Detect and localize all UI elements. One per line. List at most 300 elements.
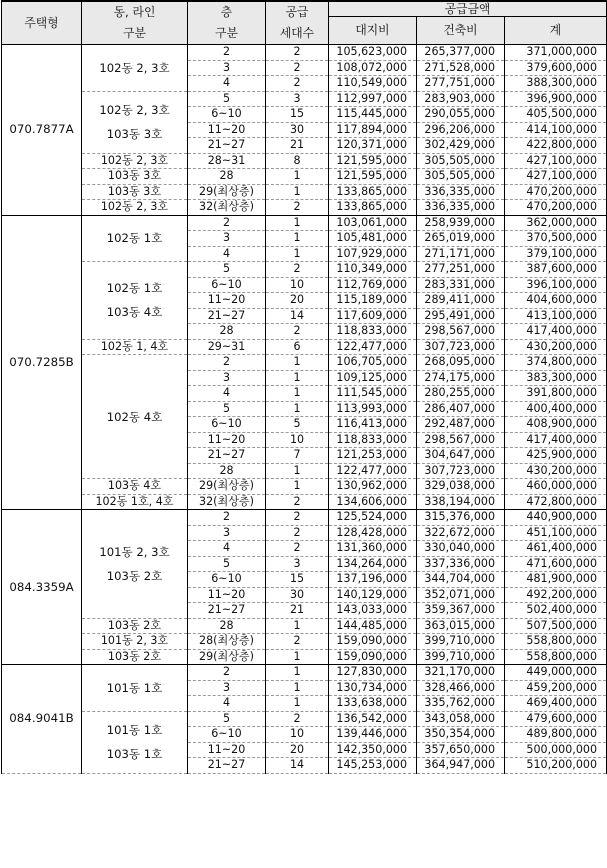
total-cell: 408,900,000 — [505, 417, 607, 433]
dong-line-label: 103동 3호 — [107, 169, 162, 183]
total-cell: 370,500,000 — [505, 231, 607, 247]
land-cost-cell: 137,196,000 — [329, 572, 417, 588]
units-cell: 2 — [266, 324, 329, 340]
table-row — [2, 510, 607, 526]
units-cell: 2 — [266, 525, 329, 541]
header-building-cost: 건축비 — [417, 17, 505, 45]
header-housing-type: 주택형 — [2, 1, 82, 45]
land-cost-cell: 134,264,000 — [329, 556, 417, 572]
units-cell: 1 — [266, 618, 329, 634]
units-cell: 20 — [266, 742, 329, 758]
floor-cell: 3 — [188, 370, 266, 386]
building-cost-cell: 352,071,000 — [417, 587, 505, 603]
units-cell: 10 — [266, 432, 329, 448]
building-cost-cell: 265,019,000 — [417, 231, 505, 247]
units-cell: 1 — [266, 231, 329, 247]
dong-line-cell — [82, 215, 188, 262]
land-cost-cell: 131,360,000 — [329, 541, 417, 557]
total-cell: 430,200,000 — [505, 339, 607, 355]
table-row — [2, 215, 607, 231]
total-cell: 461,400,000 — [505, 541, 607, 557]
building-cost-cell: 290,055,000 — [417, 107, 505, 123]
table-row — [2, 339, 607, 355]
dong-line-cell — [82, 510, 188, 619]
building-cost-cell: 335,762,000 — [417, 696, 505, 712]
dong-line-label: 103동 3호 — [106, 127, 163, 141]
dong-line-cell — [82, 262, 188, 340]
land-cost-cell: 118,833,000 — [329, 432, 417, 448]
total-cell: 558,800,000 — [505, 634, 607, 650]
land-cost-cell: 109,125,000 — [329, 370, 417, 386]
floor-cell: 29(최상층) — [188, 649, 266, 665]
floor-cell: 4 — [188, 76, 266, 92]
land-cost-cell: 105,623,000 — [329, 45, 417, 61]
building-cost-cell: 315,376,000 — [417, 510, 505, 526]
table-row — [2, 494, 607, 510]
floor-cell: 4 — [188, 246, 266, 262]
dong-line-label: 103동 4호 — [106, 305, 163, 320]
total-cell: 451,100,000 — [505, 525, 607, 541]
floor-cell: 21~27 — [188, 448, 266, 464]
floor-cell: 6~10 — [188, 417, 266, 433]
land-cost-cell: 145,253,000 — [329, 758, 417, 774]
total-cell: 405,500,000 — [505, 107, 607, 123]
dong-line-label: 101동 1호 — [106, 680, 163, 695]
land-cost-cell: 122,477,000 — [329, 339, 417, 355]
floor-cell: 29(최상층) — [188, 479, 266, 495]
dong-line-cell — [82, 479, 188, 495]
table-row — [2, 479, 607, 495]
building-cost-cell: 330,040,000 — [417, 541, 505, 557]
total-cell: 417,400,000 — [505, 324, 607, 340]
floor-cell: 28(최상층) — [188, 634, 266, 650]
housing-type-cell: 070.7877A — [2, 45, 82, 216]
land-cost-cell: 117,894,000 — [329, 122, 417, 138]
floor-cell: 4 — [188, 541, 266, 557]
total-cell: 510,200,000 — [505, 758, 607, 774]
total-cell: 472,800,000 — [505, 494, 607, 510]
building-cost-cell: 274,175,000 — [417, 370, 505, 386]
total-cell: 481,900,000 — [505, 572, 607, 588]
floor-cell: 21~27 — [188, 138, 266, 154]
land-cost-cell: 106,705,000 — [329, 355, 417, 371]
floor-cell: 29(최상층) — [188, 184, 266, 200]
total-cell: 427,100,000 — [505, 153, 607, 169]
land-cost-cell: 110,549,000 — [329, 76, 417, 92]
table-row — [2, 665, 607, 681]
dong-line-cell — [82, 339, 188, 355]
units-cell: 1 — [266, 215, 329, 231]
dong-line-label: 103동 4호 — [107, 479, 162, 493]
land-cost-cell: 121,253,000 — [329, 448, 417, 464]
units-cell: 1 — [266, 386, 329, 402]
land-cost-cell: 116,413,000 — [329, 417, 417, 433]
dong-line-label: 102동 1, 4호 — [100, 339, 169, 353]
units-cell: 15 — [266, 572, 329, 588]
building-cost-cell: 280,255,000 — [417, 386, 505, 402]
dong-line-label: 102동 2, 3호 — [99, 103, 170, 117]
units-cell: 20 — [266, 293, 329, 309]
total-cell: 471,600,000 — [505, 556, 607, 572]
floor-cell: 11~20 — [188, 587, 266, 603]
dong-line-cell — [82, 649, 188, 665]
units-cell: 15 — [266, 107, 329, 123]
land-cost-cell: 122,477,000 — [329, 463, 417, 479]
total-cell: 374,800,000 — [505, 355, 607, 371]
total-cell: 417,400,000 — [505, 432, 607, 448]
dong-line-cell — [82, 169, 188, 185]
dong-line-label: 102동 2, 3호 — [99, 60, 170, 75]
floor-cell: 4 — [188, 386, 266, 402]
units-cell: 1 — [266, 370, 329, 386]
dong-line-label: 103동 2호 — [106, 568, 163, 583]
total-cell: 469,400,000 — [505, 696, 607, 712]
units-cell: 2 — [266, 541, 329, 557]
header-supply-price: 공급금액 — [329, 1, 607, 17]
table-row — [2, 262, 607, 278]
floor-cell: 32(최상층) — [188, 494, 266, 510]
building-cost-cell: 298,567,000 — [417, 432, 505, 448]
dong-line-label: 102동 2, 3호 — [100, 153, 169, 167]
units-cell: 10 — [266, 727, 329, 743]
units-cell: 1 — [266, 169, 329, 185]
building-cost-cell: 343,058,000 — [417, 711, 505, 727]
dong-line-label: 103동 1호 — [106, 747, 163, 761]
building-cost-cell: 258,939,000 — [417, 215, 505, 231]
land-cost-cell: 133,865,000 — [329, 184, 417, 200]
units-cell: 1 — [266, 184, 329, 200]
land-cost-cell: 142,350,000 — [329, 742, 417, 758]
building-cost-cell: 337,336,000 — [417, 556, 505, 572]
building-cost-cell: 298,567,000 — [417, 324, 505, 340]
floor-cell: 5 — [188, 556, 266, 572]
total-cell: 391,800,000 — [505, 386, 607, 402]
housing-type-cell: 070.7285B — [2, 215, 82, 510]
building-cost-cell: 399,710,000 — [417, 649, 505, 665]
units-cell: 2 — [266, 45, 329, 61]
dong-line-label: 101동 2, 3호 — [99, 544, 170, 559]
dong-line-label: 101동 1호 — [106, 723, 163, 737]
total-cell: 479,600,000 — [505, 711, 607, 727]
building-cost-cell: 296,206,000 — [417, 122, 505, 138]
table-row — [2, 91, 607, 107]
table-row — [2, 711, 607, 727]
total-cell: 470,200,000 — [505, 200, 607, 216]
total-cell: 379,100,000 — [505, 246, 607, 262]
total-cell: 502,400,000 — [505, 603, 607, 619]
table-row — [2, 618, 607, 634]
land-cost-cell: 120,371,000 — [329, 138, 417, 154]
table-row — [2, 169, 607, 185]
floor-cell: 11~20 — [188, 122, 266, 138]
floor-cell: 11~20 — [188, 742, 266, 758]
units-cell: 2 — [266, 510, 329, 526]
table-row — [2, 634, 607, 650]
units-cell: 1 — [266, 680, 329, 696]
land-cost-cell: 140,129,000 — [329, 587, 417, 603]
total-cell: 388,300,000 — [505, 76, 607, 92]
units-cell: 21 — [266, 138, 329, 154]
land-cost-cell: 133,865,000 — [329, 200, 417, 216]
floor-cell: 5 — [188, 91, 266, 107]
header-units-2: 세대수 — [279, 26, 315, 40]
building-cost-cell: 304,647,000 — [417, 448, 505, 464]
header-total: 계 — [505, 17, 607, 45]
building-cost-cell: 338,194,000 — [417, 494, 505, 510]
floor-cell: 6~10 — [188, 107, 266, 123]
land-cost-cell: 159,090,000 — [329, 634, 417, 650]
building-cost-cell: 286,407,000 — [417, 401, 505, 417]
total-cell: 383,300,000 — [505, 370, 607, 386]
dong-line-label: 102동 1호 — [106, 281, 163, 296]
units-cell: 2 — [266, 200, 329, 216]
building-cost-cell: 265,377,000 — [417, 45, 505, 61]
units-cell: 1 — [266, 649, 329, 665]
land-cost-cell: 110,349,000 — [329, 262, 417, 278]
floor-cell: 28~31 — [188, 153, 266, 169]
units-cell: 2 — [266, 60, 329, 76]
building-cost-cell: 277,751,000 — [417, 76, 505, 92]
floor-cell: 21~27 — [188, 308, 266, 324]
building-cost-cell: 283,331,000 — [417, 277, 505, 293]
building-cost-cell: 271,528,000 — [417, 60, 505, 76]
land-cost-cell: 105,481,000 — [329, 231, 417, 247]
land-cost-cell: 113,993,000 — [329, 401, 417, 417]
units-cell: 1 — [266, 401, 329, 417]
building-cost-cell: 283,903,000 — [417, 91, 505, 107]
building-cost-cell: 328,466,000 — [417, 680, 505, 696]
land-cost-cell: 118,833,000 — [329, 324, 417, 340]
dong-line-cell — [82, 494, 188, 510]
total-cell: 396,900,000 — [505, 91, 607, 107]
dong-line-cell — [82, 355, 188, 479]
units-cell: 2 — [266, 634, 329, 650]
dong-line-cell — [82, 618, 188, 634]
floor-cell: 6~10 — [188, 727, 266, 743]
total-cell: 427,100,000 — [505, 169, 607, 185]
total-cell: 489,800,000 — [505, 727, 607, 743]
dong-line-label: 103동 2호 — [107, 618, 162, 632]
total-cell: 396,100,000 — [505, 277, 607, 293]
total-cell: 387,600,000 — [505, 262, 607, 278]
land-cost-cell: 159,090,000 — [329, 649, 417, 665]
units-cell: 7 — [266, 448, 329, 464]
building-cost-cell: 292,487,000 — [417, 417, 505, 433]
total-cell: 440,900,000 — [505, 510, 607, 526]
floor-cell: 11~20 — [188, 432, 266, 448]
units-cell: 1 — [266, 355, 329, 371]
land-cost-cell: 111,545,000 — [329, 386, 417, 402]
units-cell: 6 — [266, 339, 329, 355]
building-cost-cell: 307,723,000 — [417, 463, 505, 479]
land-cost-cell: 144,485,000 — [329, 618, 417, 634]
total-cell: 362,000,000 — [505, 215, 607, 231]
land-cost-cell: 128,428,000 — [329, 525, 417, 541]
total-cell: 492,200,000 — [505, 587, 607, 603]
units-cell: 2 — [266, 494, 329, 510]
units-cell: 21 — [266, 603, 329, 619]
total-cell: 422,800,000 — [505, 138, 607, 154]
table-body — [2, 45, 607, 774]
floor-cell: 5 — [188, 401, 266, 417]
table-row — [2, 355, 607, 371]
floor-cell: 28 — [188, 169, 266, 185]
floor-cell: 29~31 — [188, 339, 266, 355]
floor-cell: 3 — [188, 680, 266, 696]
table-header — [2, 1, 607, 45]
dong-line-label: 102동 1호 — [106, 231, 163, 246]
units-cell: 10 — [266, 277, 329, 293]
land-cost-cell: 134,606,000 — [329, 494, 417, 510]
floor-cell: 6~10 — [188, 572, 266, 588]
building-cost-cell: 344,704,000 — [417, 572, 505, 588]
dong-line-cell — [82, 634, 188, 650]
land-cost-cell: 133,638,000 — [329, 696, 417, 712]
total-cell: 459,200,000 — [505, 680, 607, 696]
building-cost-cell: 329,038,000 — [417, 479, 505, 495]
total-cell: 449,000,000 — [505, 665, 607, 681]
land-cost-cell: 125,524,000 — [329, 510, 417, 526]
dong-line-cell — [82, 711, 188, 773]
total-cell: 379,600,000 — [505, 60, 607, 76]
total-cell: 430,200,000 — [505, 463, 607, 479]
dong-line-label: 102동 1호, 4호 — [95, 494, 174, 508]
dong-line-label: 103동 2호 — [107, 649, 162, 663]
header-floor-1: 층 — [220, 5, 233, 19]
land-cost-cell: 115,189,000 — [329, 293, 417, 309]
units-cell: 8 — [266, 153, 329, 169]
floor-cell: 32(최상층) — [188, 200, 266, 216]
floor-cell: 5 — [188, 262, 266, 278]
floor-cell: 2 — [188, 215, 266, 231]
units-cell: 30 — [266, 122, 329, 138]
building-cost-cell: 277,251,000 — [417, 262, 505, 278]
total-cell: 470,200,000 — [505, 184, 607, 200]
land-cost-cell: 108,072,000 — [329, 60, 417, 76]
units-cell: 1 — [266, 665, 329, 681]
header-units — [266, 1, 329, 45]
land-cost-cell: 121,595,000 — [329, 169, 417, 185]
units-cell: 14 — [266, 308, 329, 324]
header-land-cost: 대지비 — [329, 17, 417, 45]
units-cell: 2 — [266, 711, 329, 727]
total-cell: 413,100,000 — [505, 308, 607, 324]
total-cell: 400,400,000 — [505, 401, 607, 417]
floor-cell: 21~27 — [188, 758, 266, 774]
header-dong-line-2: 구분 — [123, 26, 146, 40]
total-cell: 500,000,000 — [505, 742, 607, 758]
dong-line-label: 101동 2, 3호 — [100, 634, 169, 648]
dong-line-label: 103동 3호 — [107, 184, 162, 198]
header-floor-2: 구분 — [215, 26, 238, 40]
building-cost-cell: 321,170,000 — [417, 665, 505, 681]
units-cell: 2 — [266, 76, 329, 92]
land-cost-cell: 139,446,000 — [329, 727, 417, 743]
table-row — [2, 45, 607, 61]
dong-line-label: 102동 2, 3호 — [100, 200, 169, 214]
units-cell: 1 — [266, 696, 329, 712]
floor-cell: 3 — [188, 525, 266, 541]
total-cell: 425,900,000 — [505, 448, 607, 464]
land-cost-cell: 130,962,000 — [329, 479, 417, 495]
building-cost-cell: 322,672,000 — [417, 525, 505, 541]
table-row — [2, 200, 607, 216]
floor-cell: 28 — [188, 618, 266, 634]
units-cell: 5 — [266, 417, 329, 433]
floor-cell: 2 — [188, 510, 266, 526]
land-cost-cell: 127,830,000 — [329, 665, 417, 681]
units-cell: 2 — [266, 262, 329, 278]
building-cost-cell: 359,367,000 — [417, 603, 505, 619]
building-cost-cell: 268,095,000 — [417, 355, 505, 371]
building-cost-cell: 307,723,000 — [417, 339, 505, 355]
building-cost-cell: 350,354,000 — [417, 727, 505, 743]
floor-cell: 3 — [188, 231, 266, 247]
building-cost-cell: 271,171,000 — [417, 246, 505, 262]
building-cost-cell: 336,335,000 — [417, 184, 505, 200]
housing-type-cell: 084.3359A — [2, 510, 82, 665]
total-cell: 371,000,000 — [505, 45, 607, 61]
total-cell: 558,800,000 — [505, 649, 607, 665]
header-units-1: 공급 — [285, 5, 309, 19]
header-floor — [188, 1, 266, 45]
building-cost-cell: 295,491,000 — [417, 308, 505, 324]
housing-type-cell: 084.9041B — [2, 665, 82, 774]
building-cost-cell: 336,335,000 — [417, 200, 505, 216]
units-cell: 3 — [266, 556, 329, 572]
floor-cell: 5 — [188, 711, 266, 727]
units-cell: 3 — [266, 91, 329, 107]
land-cost-cell: 117,609,000 — [329, 308, 417, 324]
floor-cell: 28 — [188, 324, 266, 340]
dong-line-cell — [82, 665, 188, 712]
total-cell: 507,500,000 — [505, 618, 607, 634]
floor-cell: 6~10 — [188, 277, 266, 293]
land-cost-cell: 136,542,000 — [329, 711, 417, 727]
land-cost-cell: 112,769,000 — [329, 277, 417, 293]
building-cost-cell: 363,015,000 — [417, 618, 505, 634]
header-dong-line-1: 동, 라인 — [113, 5, 156, 19]
floor-cell: 11~20 — [188, 293, 266, 309]
building-cost-cell: 302,429,000 — [417, 138, 505, 154]
floor-cell: 21~27 — [188, 603, 266, 619]
land-cost-cell: 112,997,000 — [329, 91, 417, 107]
land-cost-cell: 115,445,000 — [329, 107, 417, 123]
dong-line-cell — [82, 153, 188, 169]
building-cost-cell: 289,411,000 — [417, 293, 505, 309]
building-cost-cell: 399,710,000 — [417, 634, 505, 650]
land-cost-cell: 130,734,000 — [329, 680, 417, 696]
building-cost-cell: 305,505,000 — [417, 169, 505, 185]
supply-price-table — [1, 0, 607, 774]
land-cost-cell: 143,033,000 — [329, 603, 417, 619]
land-cost-cell: 107,929,000 — [329, 246, 417, 262]
building-cost-cell: 364,947,000 — [417, 758, 505, 774]
dong-line-cell — [82, 45, 188, 92]
floor-cell: 3 — [188, 60, 266, 76]
total-cell: 460,000,000 — [505, 479, 607, 495]
dong-line-cell — [82, 184, 188, 200]
land-cost-cell: 121,595,000 — [329, 153, 417, 169]
units-cell: 1 — [266, 246, 329, 262]
header-dong-line — [82, 1, 188, 45]
floor-cell: 4 — [188, 696, 266, 712]
units-cell: 14 — [266, 758, 329, 774]
table-row — [2, 649, 607, 665]
dong-line-cell — [82, 91, 188, 153]
total-cell: 414,100,000 — [505, 122, 607, 138]
floor-cell: 28 — [188, 463, 266, 479]
